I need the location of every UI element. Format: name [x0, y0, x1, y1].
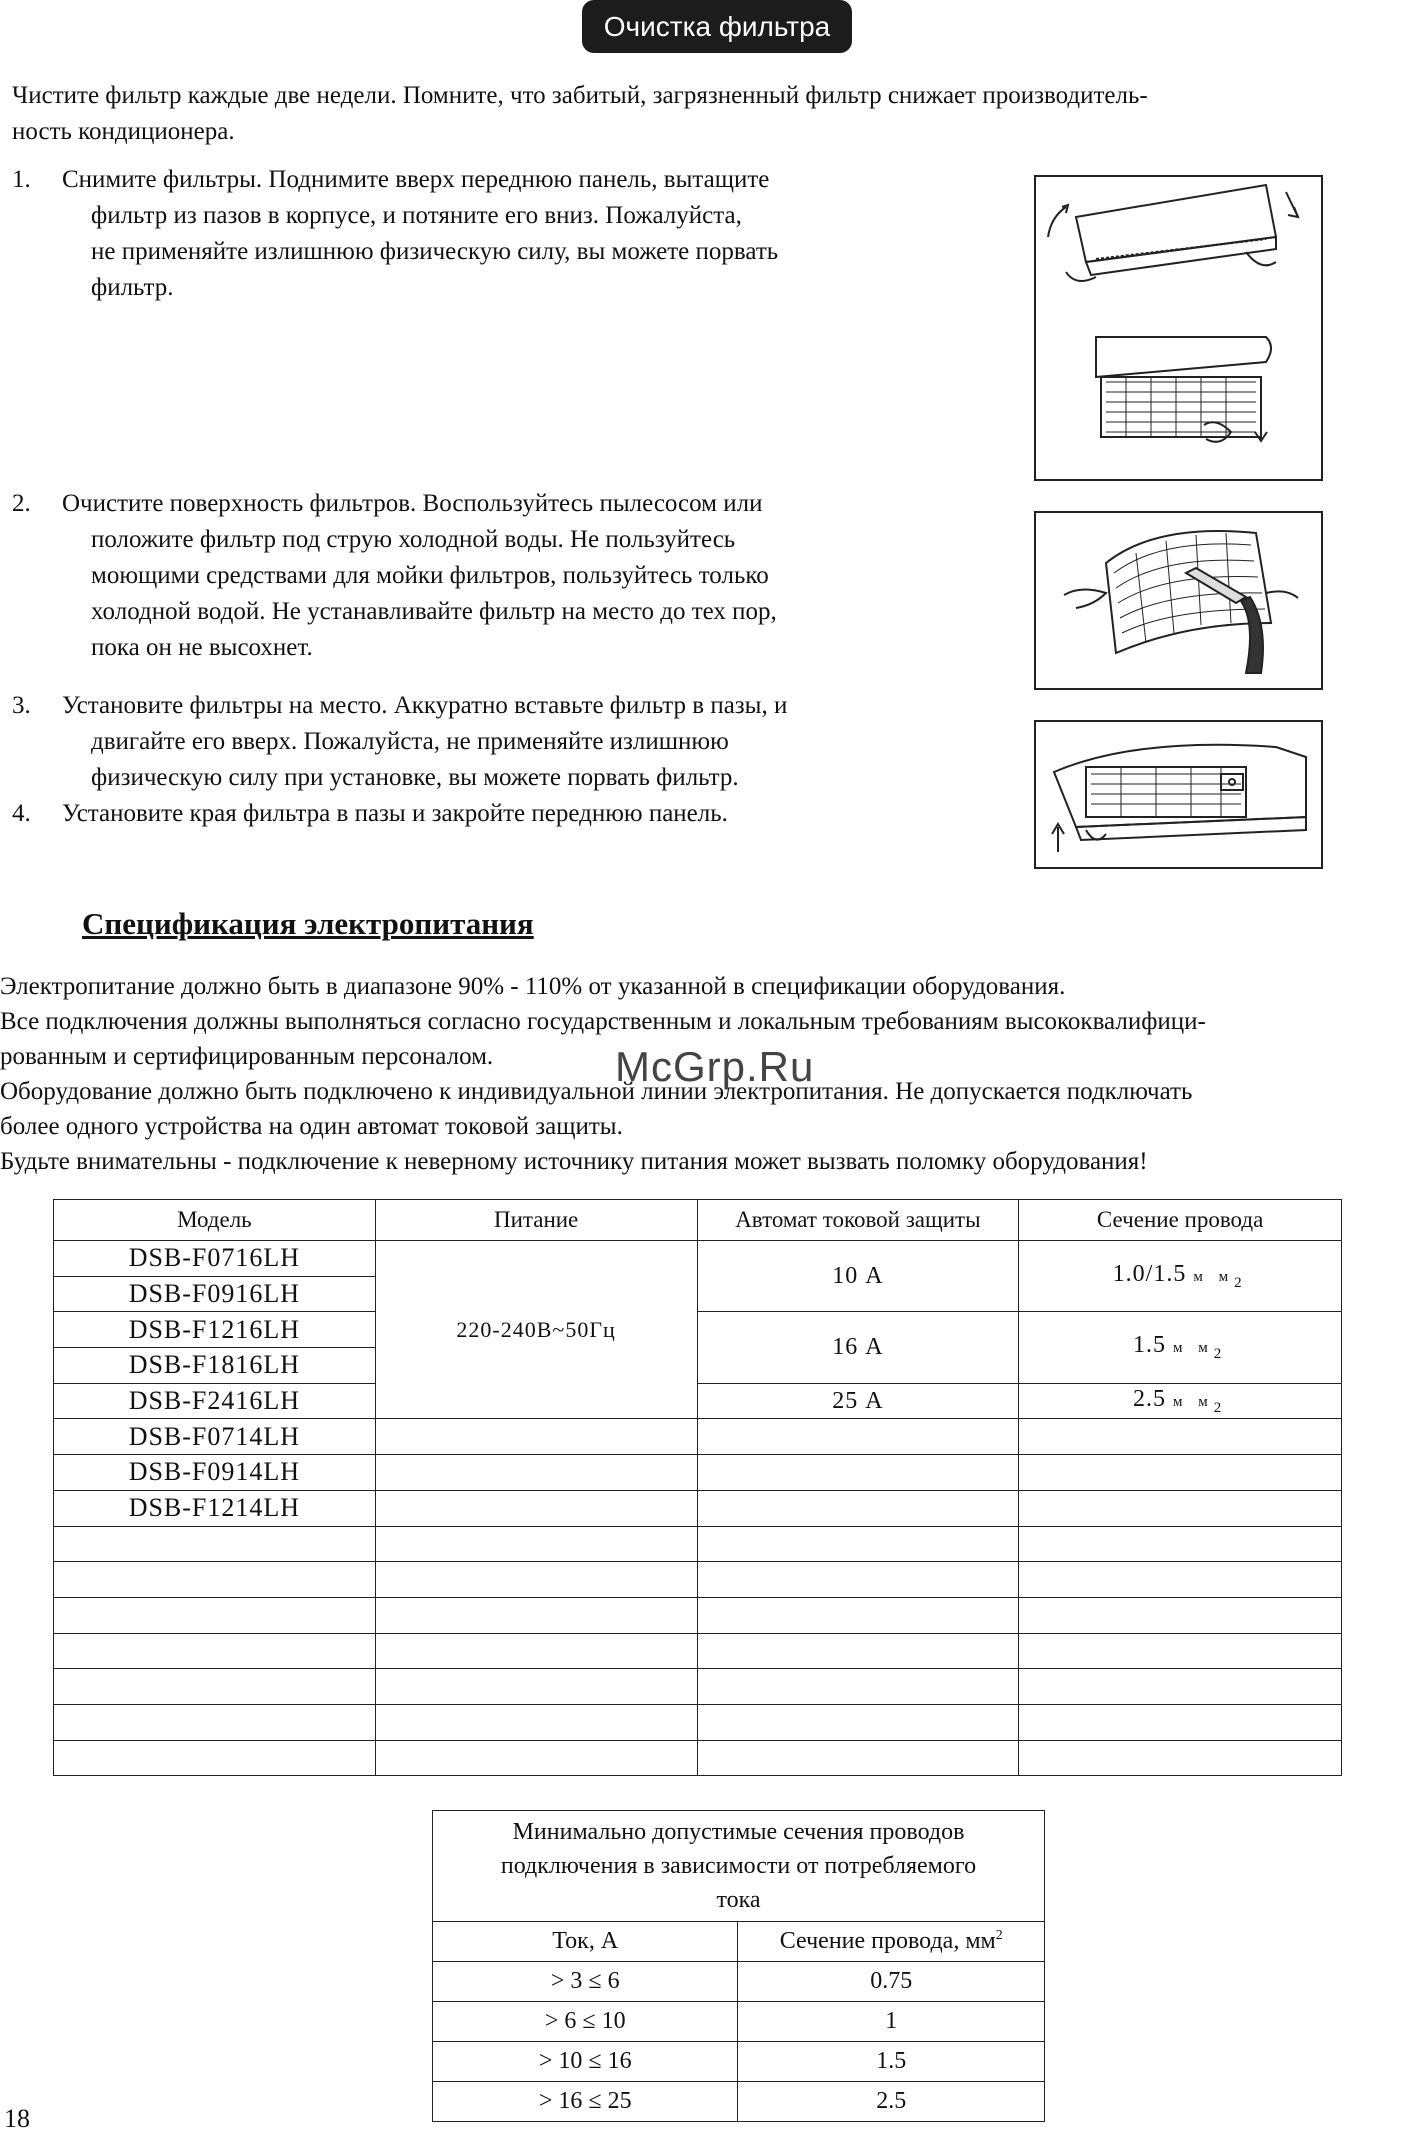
model-cell: DSB-F1214LH	[54, 1490, 376, 1526]
spec-para-4: Оборудование должно быть подключено к индивидуальной линии электропитания. Не допускается подключать	[0, 1078, 1193, 1105]
model-cell: DSB-F1216LH	[54, 1312, 376, 1348]
table-row: > 16 ≤ 25 2.5	[433, 2082, 1045, 2122]
wire-cell: 1.0/1.5 м $м_2$	[1019, 1241, 1342, 1312]
table-row: > 10 ≤ 16 1.5	[433, 2042, 1045, 2082]
header-breaker: Автомат токовой защиты	[697, 1200, 1019, 1241]
step-3: 3. Установите фильтры на место. Аккуратно вставьте фильтр в пазы, и двигайте его вверх. Пожалуйста, не применяйте излишнюю физическую силу при установке, вы можете порвать фильтр.	[12, 692, 788, 791]
page-number: 18	[4, 2104, 30, 2133]
spec-para-6: Будьте внимательны - подключение к неверному источнику питания может вызвать поломку оборудования!	[0, 1148, 1148, 1175]
intro-line-1: Чистите фильтр каждые две недели. Помните, что забитый, загрязненный фильтр снижает производитель-	[12, 82, 1148, 109]
spec-para-2: Все подключения должны выполняться согласно государственным и локальным требованиям высококвалифици-	[0, 1008, 1206, 1035]
model-cell: DSB-F0916LH	[54, 1276, 376, 1312]
table-row	[54, 1312, 1342, 1348]
min-table-caption-row	[433, 1811, 1045, 1922]
table-row	[54, 1419, 1342, 1455]
breaker-cell: 25 А	[697, 1383, 1019, 1419]
empty-row	[54, 1704, 1342, 1740]
figure-clean-filter	[1034, 511, 1323, 690]
header-current: Ток, А	[433, 1922, 738, 1962]
step-1: 1. Снимите фильтры. Поднимите вверх переднюю панель, вытащите фильтр из пазов в корпусе, и потяните его вниз. Пожалуйста, не применяйте излишнюю физическую силу, вы можете порвать фильтр.	[12, 166, 779, 301]
empty-row	[54, 1740, 1342, 1776]
breaker-cell: 10 А	[697, 1241, 1019, 1312]
clean-filter-illustration	[1036, 513, 1321, 688]
section-title: Очистка фильтра	[582, 0, 852, 53]
model-cell: DSB-F0914LH	[54, 1455, 376, 1491]
table-row	[54, 1383, 1342, 1419]
spec-title: Спецификация электропитания	[82, 906, 534, 941]
table-row	[54, 1490, 1342, 1526]
min-table-caption: Минимально допустимые сечения проводов подключения в зависимости от потребляемого тока	[433, 1811, 1045, 1922]
install-filter-illustration	[1036, 722, 1321, 867]
spec-para-3: рованным и сертифицированным персоналом.	[0, 1043, 494, 1070]
wire-cell: 1.5 м $м_2$	[1019, 1312, 1342, 1383]
header-section: Сечение провода, $мм^2$	[738, 1922, 1045, 1962]
min-wire-table	[432, 1810, 1045, 2122]
watermark: McGrp.Ru	[615, 1043, 815, 1090]
empty-row	[54, 1633, 1342, 1669]
table-row	[54, 1241, 1342, 1277]
breaker-cell: 16 А	[697, 1312, 1019, 1383]
wire-cell: 2.5 м $м_2$	[1019, 1383, 1342, 1419]
model-cell: DSB-F2416LH	[54, 1383, 376, 1419]
step-2: 2. Очистите поверхность фильтров. Воспользуйтесь пылесосом или положите фильтр под струю холодной воды. Не пользуйтесь моющими средствами для мойки фильтров, пользуйтесь только холодной водой. Не устанавливайте фильтр на место до тех пор, пока он не высохнет.	[12, 490, 777, 661]
min-table-header-row	[433, 1922, 1045, 1962]
table-row: > 6 ≤ 10 1	[433, 2002, 1045, 2042]
table-row: > 3 ≤ 6 0.75	[433, 1962, 1045, 2002]
empty-row	[54, 1669, 1342, 1705]
intro-line-2: ность кондиционера.	[12, 118, 235, 145]
remove-filter-illustration	[1036, 177, 1321, 479]
header-model: Модель	[54, 1200, 376, 1241]
empty-row	[54, 1597, 1342, 1633]
spec-para-5: более одного устройства на один автомат токовой защиты.	[0, 1113, 623, 1140]
model-cell: DSB-F0716LH	[54, 1241, 376, 1277]
empty-row	[54, 1526, 1342, 1562]
table-header-row	[54, 1200, 1342, 1241]
model-cell: DSB-F0714LH	[54, 1419, 376, 1455]
spec-para-1: Электропитание должно быть в диапазоне 90% - 110% от указанной в спецификации оборудования.	[0, 973, 1066, 1000]
power-spec-table	[53, 1199, 1342, 1776]
figure-remove-filter	[1034, 175, 1323, 481]
model-cell: DSB-F1816LH	[54, 1348, 376, 1384]
figure-install-filter	[1034, 720, 1323, 869]
power-cell: 220-240В~50Гц	[375, 1241, 697, 1419]
header-power: Питание	[375, 1200, 697, 1241]
step-4: 4. Установите края фильтра в пазы и закройте переднюю панель.	[12, 800, 728, 827]
empty-row	[54, 1562, 1342, 1598]
header-wire: Сечение провода	[1019, 1200, 1342, 1241]
table-row	[54, 1455, 1342, 1491]
